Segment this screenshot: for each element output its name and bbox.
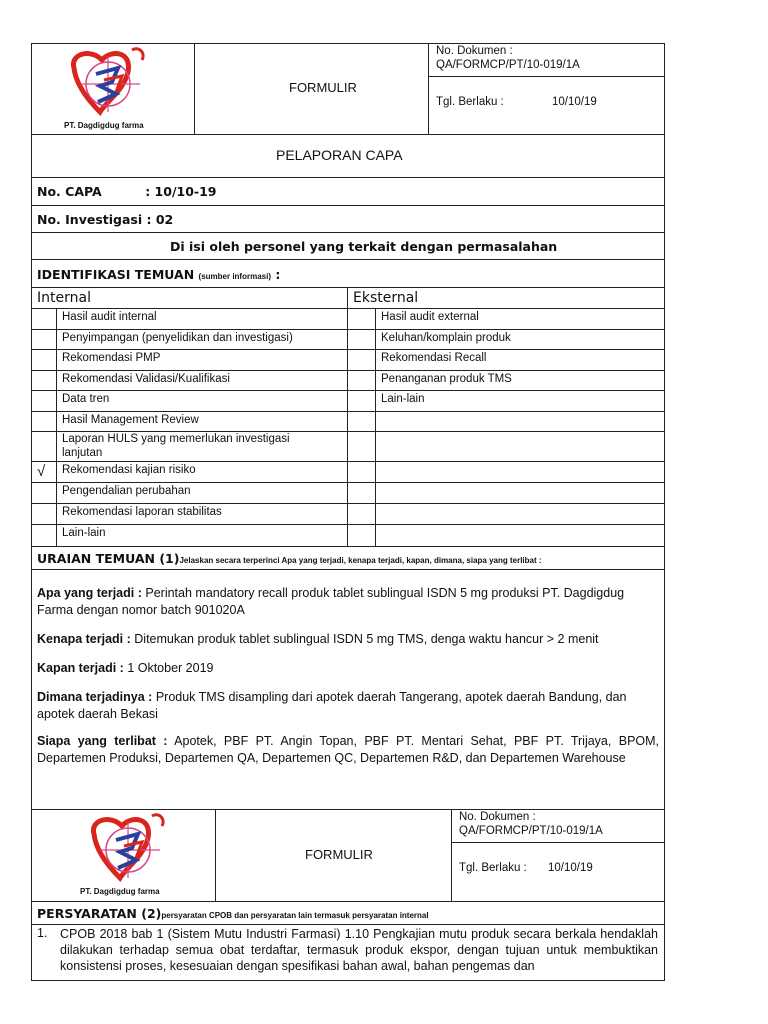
internal-item-label: Hasil audit internal — [62, 311, 157, 323]
internal-header: Internal — [37, 290, 91, 306]
valid-date-value: 10/10/19 — [548, 862, 593, 874]
company-logo — [60, 46, 170, 122]
internal-item-label: Rekomendasi Validasi/Kualifikasi — [62, 373, 230, 385]
finding-where: Dimana terjadinya : Produk TMS disampling dari apotek daerah Tangerang, apotek daerah Bandung, dan apotek daerah Bekasi — [37, 690, 627, 721]
internal-item-label: Penyimpangan (penyelidikan dan investigasi) — [62, 332, 293, 344]
company-name: PT. Dagdigdug farma — [80, 887, 160, 896]
investigation-number: No. Investigasi : 02 — [37, 212, 174, 227]
external-item-label: Keluhan/komplain produk — [381, 332, 511, 344]
internal-item-label: Rekomendasi laporan stabilitas — [62, 506, 222, 518]
report-title: PELAPORAN CAPA — [276, 147, 403, 163]
internal-item-label: Laporan HULS yang memerlukan investigasi lanjutan — [62, 433, 290, 459]
findings-label: URAIAN TEMUAN (1)Jelaskan secara terperinci Apa yang terjadi, kenapa terjadi, kapan, dimana, siapa yang terlibat : — [37, 551, 542, 566]
identification-label: IDENTIFIKASI TEMUAN (sumber informasi) : — [37, 267, 281, 282]
internal-item-label: Hasil Management Review — [62, 414, 199, 426]
external-item-label: Hasil audit external — [381, 311, 479, 323]
doc-no-value: QA/FORMCP/PT/10-019/1A — [436, 59, 580, 71]
form-title: FORMULIR — [305, 847, 373, 862]
finding-why: Kenapa terjadi : Ditemukan produk tablet sublingual ISDN 5 mg TMS, denga waktu hancur > 2 menit — [37, 632, 599, 646]
requirements-note: persyaratan CPOB dan persyaratan lain termasuk persyaratan internal — [161, 911, 429, 920]
doc-no-value: QA/FORMCP/PT/10-019/1A — [459, 825, 603, 837]
valid-date-label: Tgl. Berlaku : — [459, 862, 527, 874]
finding-who: Siapa yang terlibat : Apotek, PBF PT. Angin Topan, PBF PT. Mentari Sehat, PBF PT. Trijaya, BPOM, Departemen Produksi, Departemen QA, Departemen QC, Departemen R&D, dan Departemen Warehouse — [37, 734, 660, 765]
doc-no-label: No. Dokumen : — [459, 811, 536, 823]
valid-date-label: Tgl. Berlaku : — [436, 96, 504, 108]
internal-item-label: Rekomendasi PMP — [62, 352, 161, 364]
internal-item-label: Rekomendasi kajian risiko — [62, 464, 196, 476]
company-name: PT. Dagdigdug farma — [64, 121, 144, 130]
fill-instruction: Di isi oleh personel yang terkait dengan permasalahan — [170, 239, 558, 254]
internal-item-label: Data tren — [62, 393, 110, 405]
finding-what: Apa yang terjadi : Perintah mandatory recall produk tablet sublingual ISDN 5 mg produksi PT. Dagdigdug Farma dengan nomor batch 901020A — [37, 586, 625, 617]
external-header: Eksternal — [353, 290, 419, 306]
identification-source-note: (sumber informasi) — [198, 272, 271, 281]
finding-when: Kapan terjadi : 1 Oktober 2019 — [37, 661, 214, 675]
internal-item-label: Lain-lain — [62, 527, 106, 539]
internal-item-label: Pengendalian perubahan — [62, 485, 191, 497]
valid-date-value: 10/10/19 — [552, 96, 597, 108]
findings-note: Jelaskan secara terperinci Apa yang terjadi, kenapa terjadi, kapan, dimana, siapa yang terlibat : — [179, 556, 542, 565]
requirements-label: PERSYARATAN (2)persyaratan CPOB dan persyaratan lain termasuk persyaratan internal — [37, 906, 429, 921]
capa-number: No. CAPA : 10/10-19 — [37, 184, 217, 199]
external-item-label: Lain-lain — [381, 393, 425, 405]
external-item-label: Rekomendasi Recall — [381, 352, 487, 364]
requirement-item-text: CPOB 2018 bab 1 (Sistem Mutu Industri Farmasi) 1.10 Pengkajian mutu produk secara berkala hendaklah dilakukan terhadap semua obat terdaftar, termasuk produk ekspor, dengan tujuan untuk membuktikan konsistensi proses, kesesuaian dengan spesifikasi bahan awal, bahan pengemas dan — [60, 927, 658, 973]
internal-check-mark[interactable]: √ — [37, 463, 46, 480]
requirement-item-number: 1. — [37, 926, 48, 940]
form-title: FORMULIR — [289, 80, 357, 95]
external-item-label: Penanganan produk TMS — [381, 373, 512, 385]
company-logo — [80, 812, 190, 888]
doc-no-label: No. Dokumen : — [436, 45, 513, 57]
